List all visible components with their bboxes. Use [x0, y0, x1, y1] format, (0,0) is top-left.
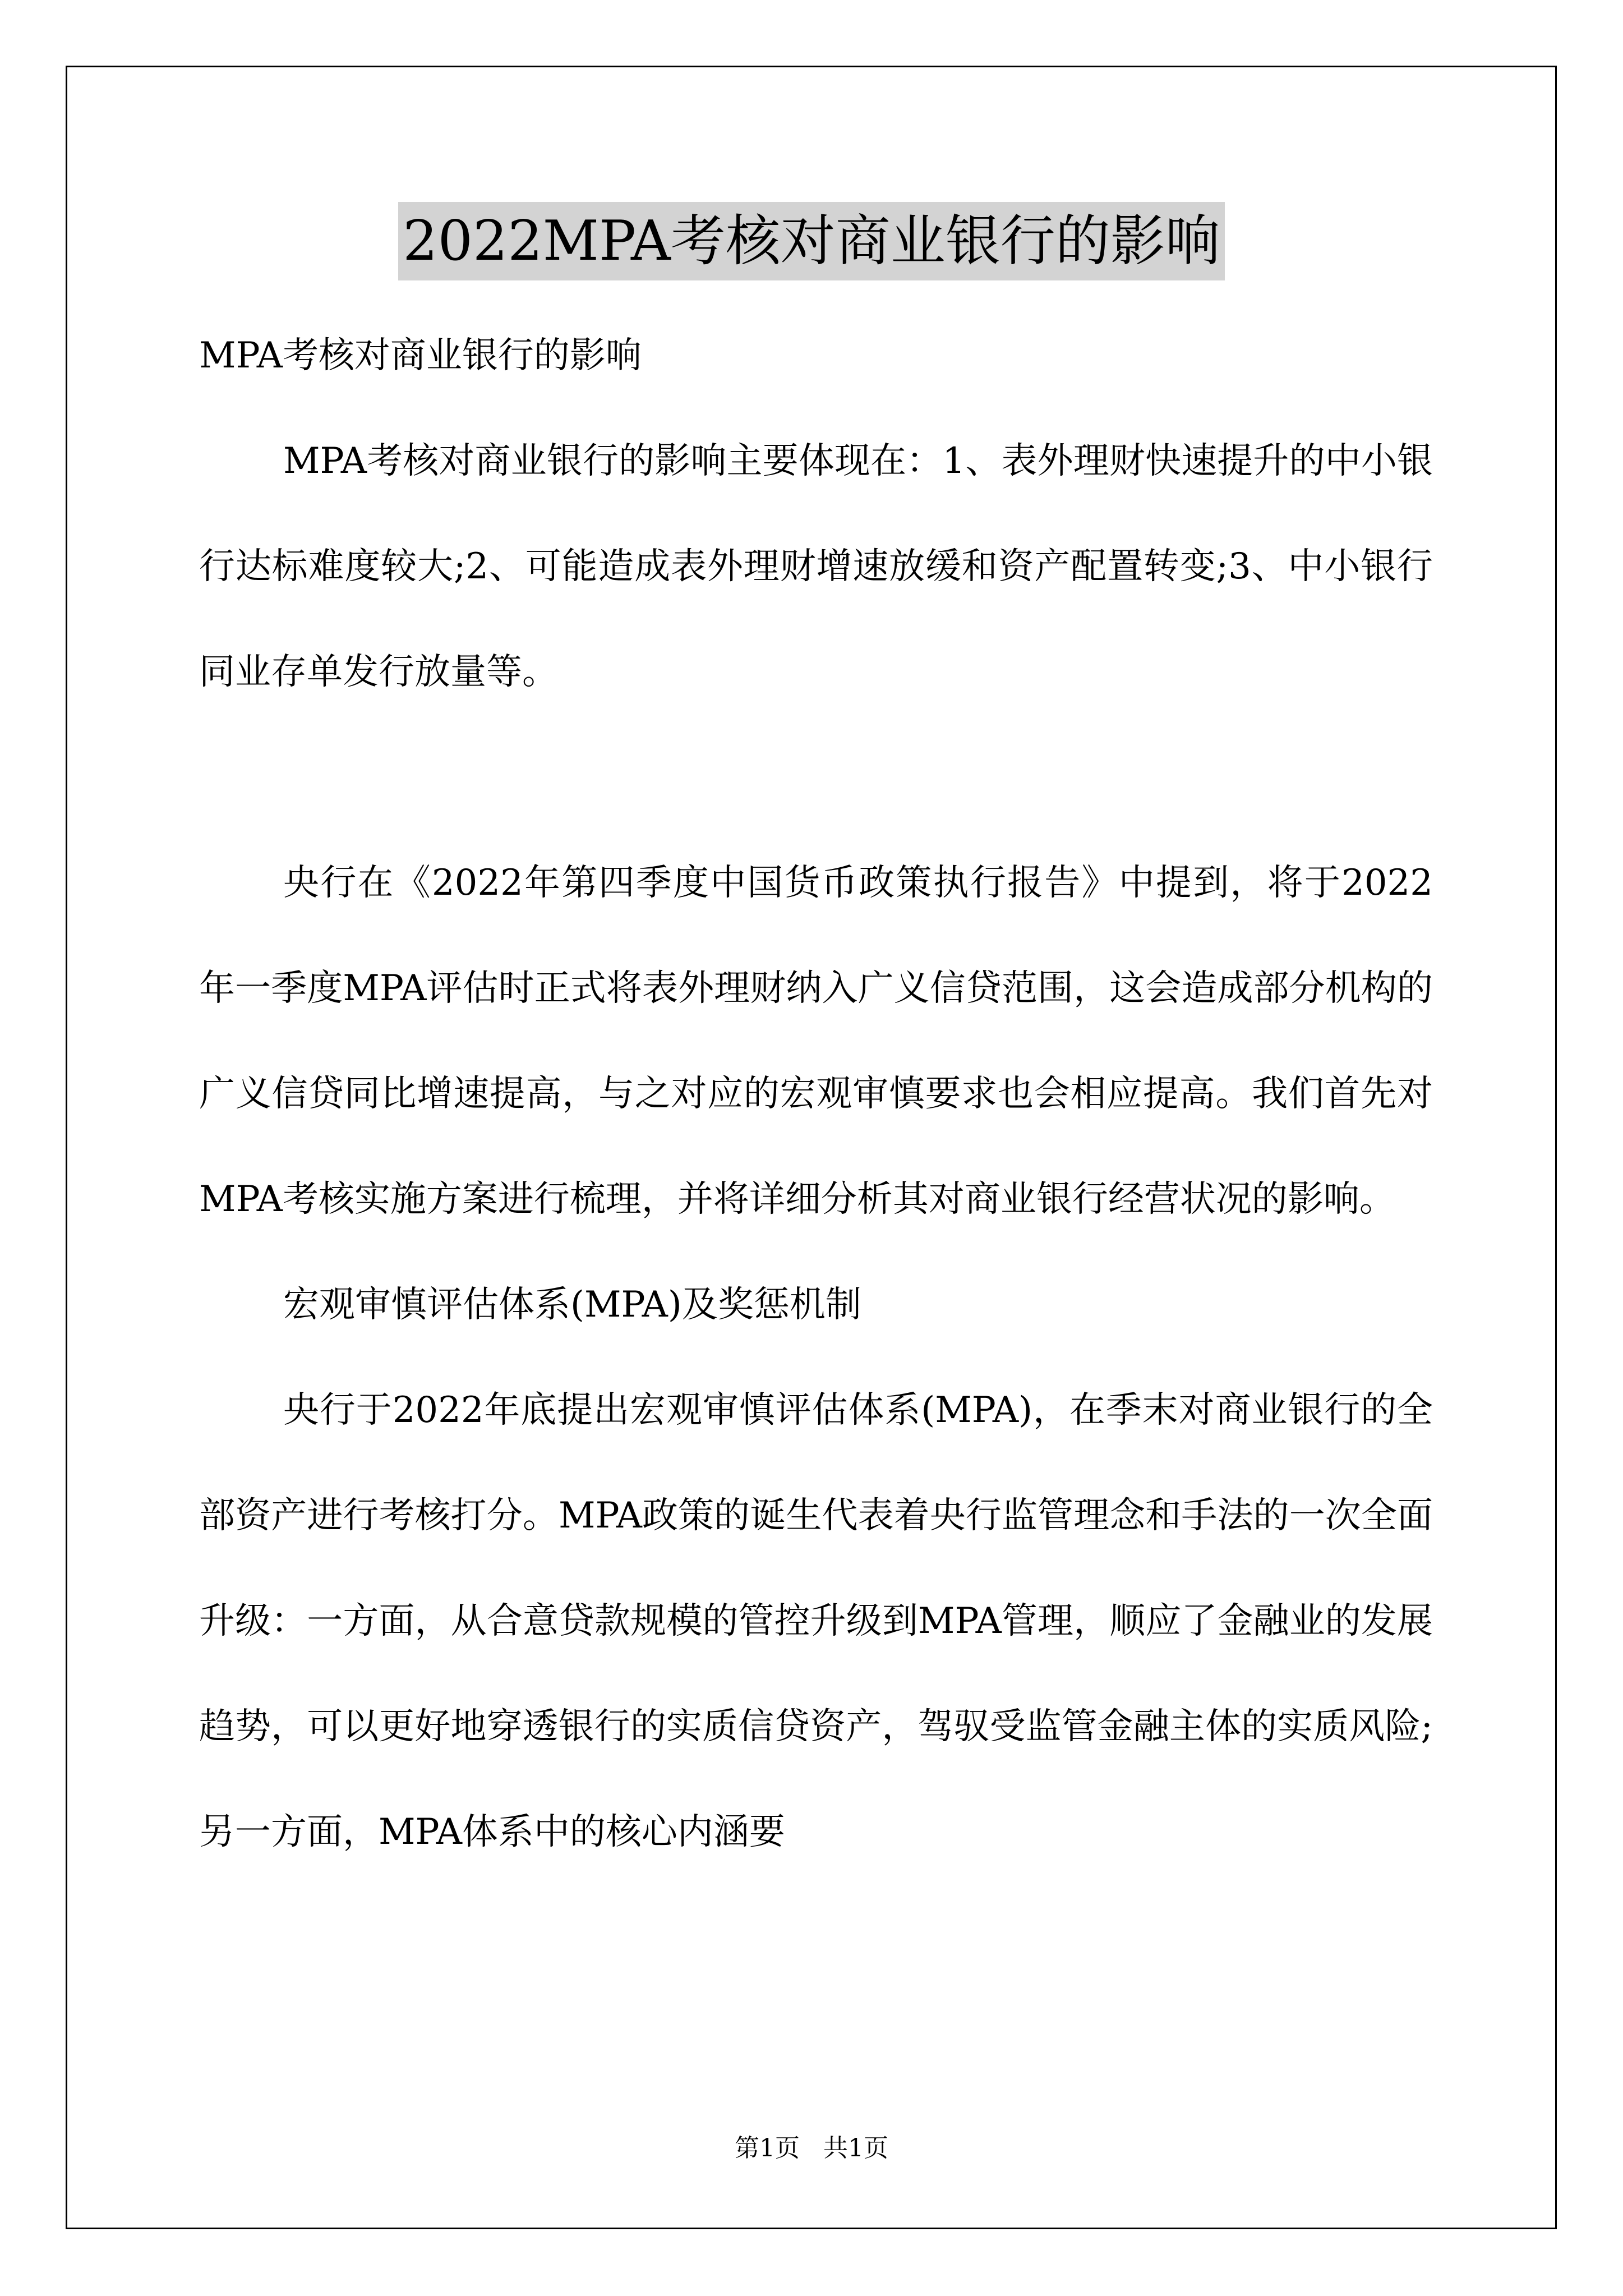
page-footer: [0, 2132, 1623, 2165]
page-number: 第1页: [735, 2134, 800, 2162]
paragraph-summary: MPA考核对商业银行的影响主要体现在：1、表外理财快速提升的中小银行达标难度较大;2、可能造成表外理财增速放缓和资产配置转变;3、中小银行同业存单发行放量等。: [199, 440, 1433, 693]
paragraph-blank: [199, 725, 1433, 830]
paragraph-section-heading: 宏观审慎评估体系(MPA)及奖惩机制: [283, 1284, 861, 1326]
paragraph-subtitle: MPA考核对商业银行的影响: [199, 335, 642, 376]
document-body: [199, 303, 1433, 1885]
paragraph-central-bank-report: 央行在《2022年第四季度中国货币政策执行报告》中提到，将于2022年一季度MPA评估时正式将表外理财纳入广义信贷范围，这会造成部分机构的广义信贷同比增速提高，与之对应的宏观审慎要求也会相应提高。我们首先对MPA考核实施方案进行梳理，并将详细分析其对商业银行经营状况的影响。: [199, 862, 1433, 1220]
title-container: [0, 202, 1623, 280]
page-total: 共1页: [823, 2134, 888, 2162]
document-title: 2022MPA考核对商业银行的影响: [398, 202, 1224, 280]
paragraph-mpa-introduction: 央行于2022年底提出宏观审慎评估体系(MPA)，在季末对商业银行的全部资产进行考核打分。MPA政策的诞生代表着央行监管理念和手法的一次全面升级：一方面，从合意贷款规模的管控升级到MPA管理，顺应了金融业的发展趋势，可以更好地穿透银行的实质信贷资产，驾驭受监管金融主体的实质风险;另一方面，MPA体系中的核心内涵要: [199, 1389, 1433, 1853]
